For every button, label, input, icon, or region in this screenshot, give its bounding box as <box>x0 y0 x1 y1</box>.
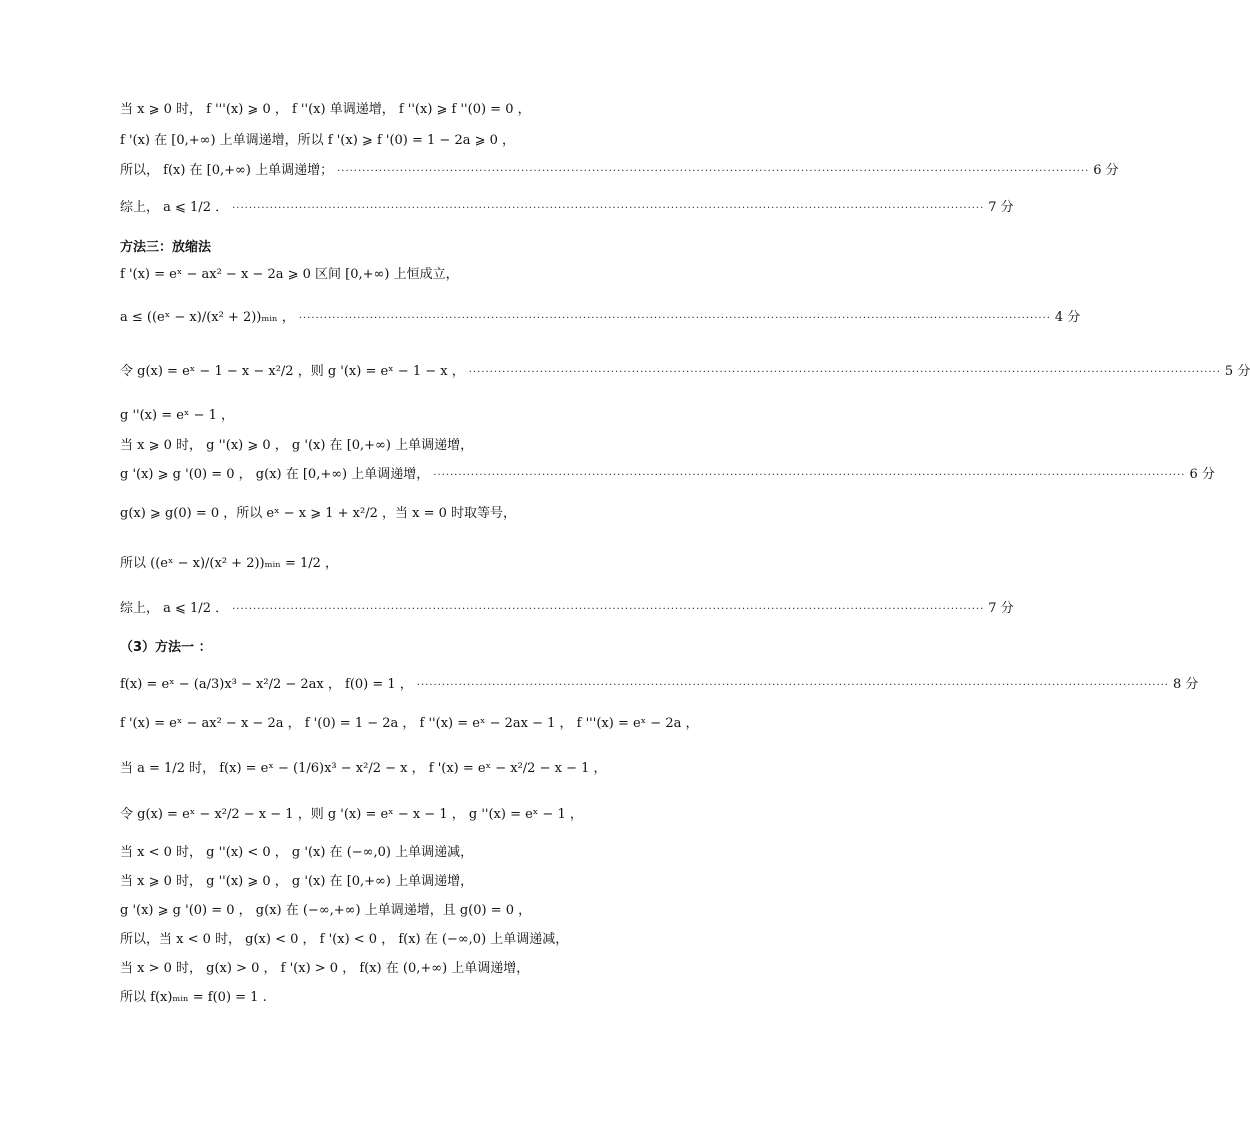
line-text: 令 g(x) = eˣ − 1 − x − x²/2 ，则 g '(x) = eˣ − 1 − x ， <box>120 364 465 379</box>
solution-line-2 <box>120 129 800 148</box>
solution-line-11 <box>120 502 800 521</box>
solution-line-3 <box>120 159 1119 178</box>
line-text: 当 x ⩾ 0 时， g ''(x) ⩾ 0 ， g '(x) 在 [0,+∞) 上单调递增， <box>120 438 474 453</box>
solution-line-15 <box>120 712 800 731</box>
line-text: g ''(x) = eˣ − 1 ， <box>120 408 234 423</box>
solution-line-4 <box>120 196 1014 215</box>
solution-line-19 <box>120 870 800 889</box>
line-text: f '(x) 在 [0,+∞) 上单调递增，所以 f '(x) ⩾ f '(0) = 1 − 2a ⩾ 0 ， <box>120 133 516 148</box>
line-text: 当 a = 1/2 时， f(x) = eˣ − (1/6)x³ − x²/2 − x ， f '(x) = eˣ − x²/2 − x − 1 ， <box>120 761 607 776</box>
leader-dots: .................................................................................................................................................................................... <box>433 467 1186 478</box>
score-label: 7 分 <box>988 200 1014 215</box>
leader-dots: .................................................................................................................................................................................... <box>232 200 985 211</box>
solution-line-14 <box>120 673 1199 692</box>
line-text: 所以，当 x < 0 时， g(x) < 0 ， f '(x) < 0 ， f(x) 在 (−∞,0) 上单调递减， <box>120 932 569 947</box>
score-label: 4 分 <box>1054 310 1081 325</box>
heading-text: （3）方法一 ： <box>120 640 212 655</box>
line-text: f '(x) = eˣ − ax² − x − 2a ⩾ 0 区间 [0,+∞) 上恒成立， <box>120 267 459 282</box>
leader-dots: .................................................................................................................................................................................... <box>232 601 985 612</box>
score-label: 7 分 <box>988 601 1014 616</box>
line-text: 综上， a ⩽ 1/2 ． <box>120 601 229 616</box>
part-three-heading <box>120 636 800 655</box>
line-text: 当 x > 0 时， g(x) > 0 ， f '(x) > 0 ， f(x) 在 (0,+∞) 上单调递增， <box>120 961 530 976</box>
leader-dots: .................................................................................................................................................................................... <box>468 364 1221 375</box>
line-text: 所以 ((eˣ − x)/(x² + 2))ₘᵢₙ = 1/2 ， <box>120 556 339 571</box>
leader-dots: .................................................................................................................................................................................... <box>416 677 1169 688</box>
score-label: 6 分 <box>1093 163 1119 178</box>
line-text: 当 x ⩾ 0 时， g ''(x) ⩾ 0 ， g '(x) 在 [0,+∞) 上单调递增， <box>120 874 474 889</box>
score-label: 6 分 <box>1189 467 1215 482</box>
heading-text: 方法三：放缩法 <box>120 240 212 255</box>
line-text: g '(x) ⩾ g '(0) = 0 ， g(x) 在 [0,+∞) 上单调递增， <box>120 467 430 482</box>
solution-line-18 <box>120 841 800 860</box>
solution-line-5 <box>120 263 800 282</box>
line-text: a ≤ ((eˣ − x)/(x² + 2))ₘᵢₙ ， <box>120 310 295 325</box>
leader-dots: .................................................................................................................................................................................... <box>337 163 1090 174</box>
line-text: g(x) ⩾ g(0) = 0 ，所以 eˣ − x ⩾ 1 + x²/2 ，当 x = 0 时取等号， <box>120 506 517 521</box>
solution-line-6 <box>120 306 1081 325</box>
solution-line-22 <box>120 957 800 976</box>
line-text: 综上， a ⩽ 1/2 ． <box>120 200 229 215</box>
solution-line-20 <box>120 899 800 918</box>
solution-line-16 <box>120 757 800 776</box>
line-text: f(x) = eˣ − (a/3)x³ − x²/2 − 2ax ， f(0) = 1 ， <box>120 677 413 692</box>
leader-dots: .................................................................................................................................................................................... <box>298 310 1051 321</box>
solution-line-13 <box>120 597 1014 616</box>
solution-line-17 <box>120 803 800 822</box>
line-text: 当 x ⩾ 0 时， f '''(x) ⩾ 0 ， f ''(x) 单调递增， f ''(x) ⩾ f ''(0) = 0 ， <box>120 102 531 117</box>
solution-line-10 <box>120 463 1215 482</box>
solution-line-7 <box>120 360 1250 379</box>
solution-line-9 <box>120 434 800 453</box>
solution-line-23 <box>120 986 800 1005</box>
line-text: 所以， f(x) 在 [0,+∞) 上单调递增； <box>120 163 334 178</box>
line-text: g '(x) ⩾ g '(0) = 0 ， g(x) 在 (−∞,+∞) 上单调递增，且 g(0) = 0 ， <box>120 903 532 918</box>
line-text: 当 x < 0 时， g ''(x) < 0 ， g '(x) 在 (−∞,0) 上单调递减， <box>120 845 474 860</box>
line-text: f '(x) = eˣ − ax² − x − 2a ， f '(0) = 1 − 2a ， f ''(x) = eˣ − 2ax − 1 ， f '''(x) = eˣ − 2a ， <box>120 716 699 731</box>
line-text: 令 g(x) = eˣ − x²/2 − x − 1 ，则 g '(x) = eˣ − x − 1 ， g ''(x) = eˣ − 1 ， <box>120 807 583 822</box>
line-text: 所以 f(x)ₘᵢₙ = f(0) = 1 . <box>120 990 267 1005</box>
score-label: 5 分 <box>1224 364 1250 379</box>
solution-line-1 <box>120 98 800 117</box>
solution-line-8 <box>120 404 800 423</box>
method-three-heading <box>120 236 800 255</box>
score-label: 8 分 <box>1172 677 1199 692</box>
solution-line-21 <box>120 928 800 947</box>
solution-line-12 <box>120 552 800 571</box>
